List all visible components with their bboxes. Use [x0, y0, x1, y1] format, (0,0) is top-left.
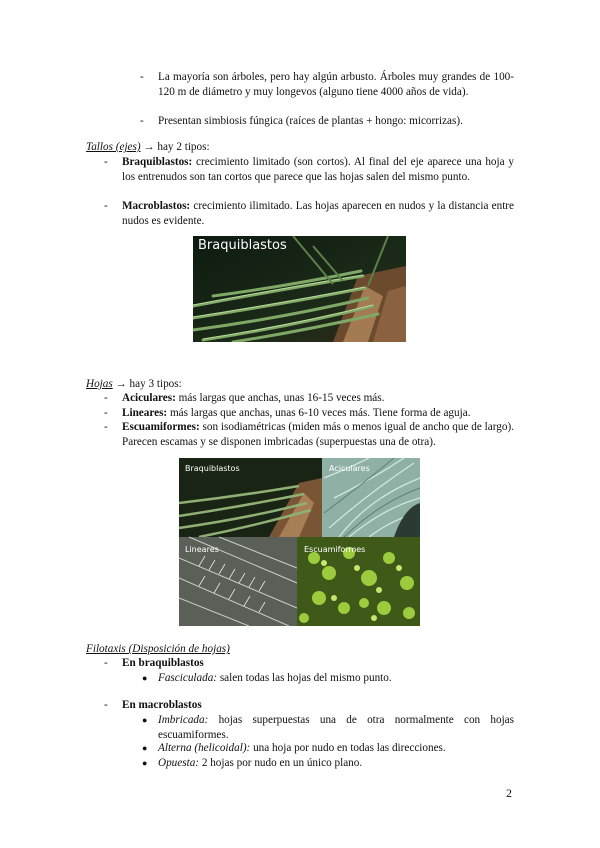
bullet-imbricada: ●: [142, 715, 148, 725]
term-opuesta: Opuesta:: [158, 757, 200, 769]
intro-dash-2: -: [140, 115, 144, 127]
term-imbricada: Imbricada:: [158, 714, 209, 726]
tallos-heading: [86, 140, 210, 155]
bullet-opuesta: ●: [142, 758, 148, 768]
leaf-types-mosaic: [179, 458, 420, 626]
desc-opuesta: 2 hojas por nudo en un único plano.: [199, 757, 363, 769]
term-escuamiformes: Escuamiformes:: [122, 421, 200, 433]
filotaxis-dash-1: -: [104, 657, 108, 669]
item-alterna: [158, 741, 514, 756]
hojas-arrow-text: → hay 3 tipos:: [112, 378, 182, 390]
item-opuesta: [158, 756, 514, 771]
filotaxis-dash-2: -: [104, 699, 108, 711]
tallos-dash-2: -: [104, 200, 108, 212]
tallos-title: Tallos (ejes): [86, 141, 141, 153]
term-braquiblastos: Braquiblastos:: [122, 156, 193, 168]
intro-item-2: Presentan simbiosis fúngica (raíces de plantas + hongo: micorrizas).: [158, 115, 463, 127]
tallos-item-braquiblastos: [122, 155, 514, 184]
hojas-dash-3: -: [104, 421, 108, 433]
desc-fasciculada: salen todas las hojas del mismo punto.: [217, 672, 392, 684]
hojas-dash-2: -: [104, 407, 108, 419]
hojas-item-lineares: [122, 406, 514, 421]
desc-lineares: más largas que anchas, unas 6-10 veces más. Tiene forma de aguja.: [167, 407, 471, 419]
braquiblastos-photo: [193, 236, 406, 342]
desc-braquiblastos: crecimiento limitado (son cortos). Al final del eje aparece una hoja y los entrenudos son tan cortos que parece que las hojas salen del mismo punto.: [122, 156, 514, 183]
mosaic-label-aciculares: Aciculares: [329, 464, 370, 473]
bullet-fasciculada: ●: [142, 673, 148, 683]
braquiblastos-photo-label: Braquiblastos: [198, 238, 287, 253]
item-fasciculada: [158, 671, 514, 686]
desc-alterna: una hoja por nudo en todas las direcciones.: [250, 742, 446, 754]
group-title-macroblastos: En macroblastos: [122, 699, 202, 711]
page-number: 2: [506, 786, 512, 800]
desc-imbricada: hojas superpuestas una de otra normalmente con hojas escuamiformes.: [158, 714, 514, 741]
filotaxis-title: Filotaxis (Disposición de hojas): [86, 643, 230, 655]
filotaxis-heading: [86, 642, 230, 657]
tallos-dash-1: -: [104, 156, 108, 168]
item-imbricada: [158, 713, 514, 742]
mosaic-label-braquiblastos: Braquiblastos: [185, 464, 240, 473]
term-macroblastos: Macroblastos:: [122, 200, 191, 212]
term-fasciculada: Fasciculada:: [158, 672, 218, 684]
tallos-item-macroblastos: [122, 199, 514, 228]
desc-aciculares: más largas que anchas, unas 16-15 veces más.: [175, 392, 385, 404]
mosaic-label-lineares: Lineares: [185, 545, 219, 554]
bullet-alterna: ●: [142, 743, 148, 753]
term-alterna: Alterna (helicoidal):: [158, 742, 251, 754]
desc-macroblastos: crecimiento ilimitado. Las hojas aparecen en nudos y la distancia entre nudos es evidente.: [122, 200, 514, 227]
mosaic-label-escuamiformes: Escuamiformes: [304, 545, 366, 554]
intro-item-1: La mayoría son árboles, pero hay algún arbusto. Árboles muy grandes de 100-120 m de diámetro y muy longevos (alguno tiene 4000 años de vida).: [158, 71, 514, 98]
hojas-item-aciculares: [122, 391, 514, 406]
desc-escuamiformes: son isodiamétricas (miden más o menos igual de ancho que de largo). Parecen escamas y se disponen imbricadas (superpuestas una de otra).: [122, 421, 514, 448]
hojas-dash-1: -: [104, 392, 108, 404]
term-lineares: Lineares:: [122, 407, 168, 419]
tallos-arrow-text: → hay 2 tipos:: [140, 141, 210, 153]
group-title-braquiblastos: En braquiblastos: [122, 657, 204, 669]
hojas-item-escuamiformes: [122, 420, 514, 449]
hojas-title: Hojas: [86, 378, 113, 390]
intro-dash-1: -: [140, 71, 144, 83]
hojas-heading: [86, 377, 182, 392]
term-aciculares: Aciculares:: [122, 392, 176, 404]
